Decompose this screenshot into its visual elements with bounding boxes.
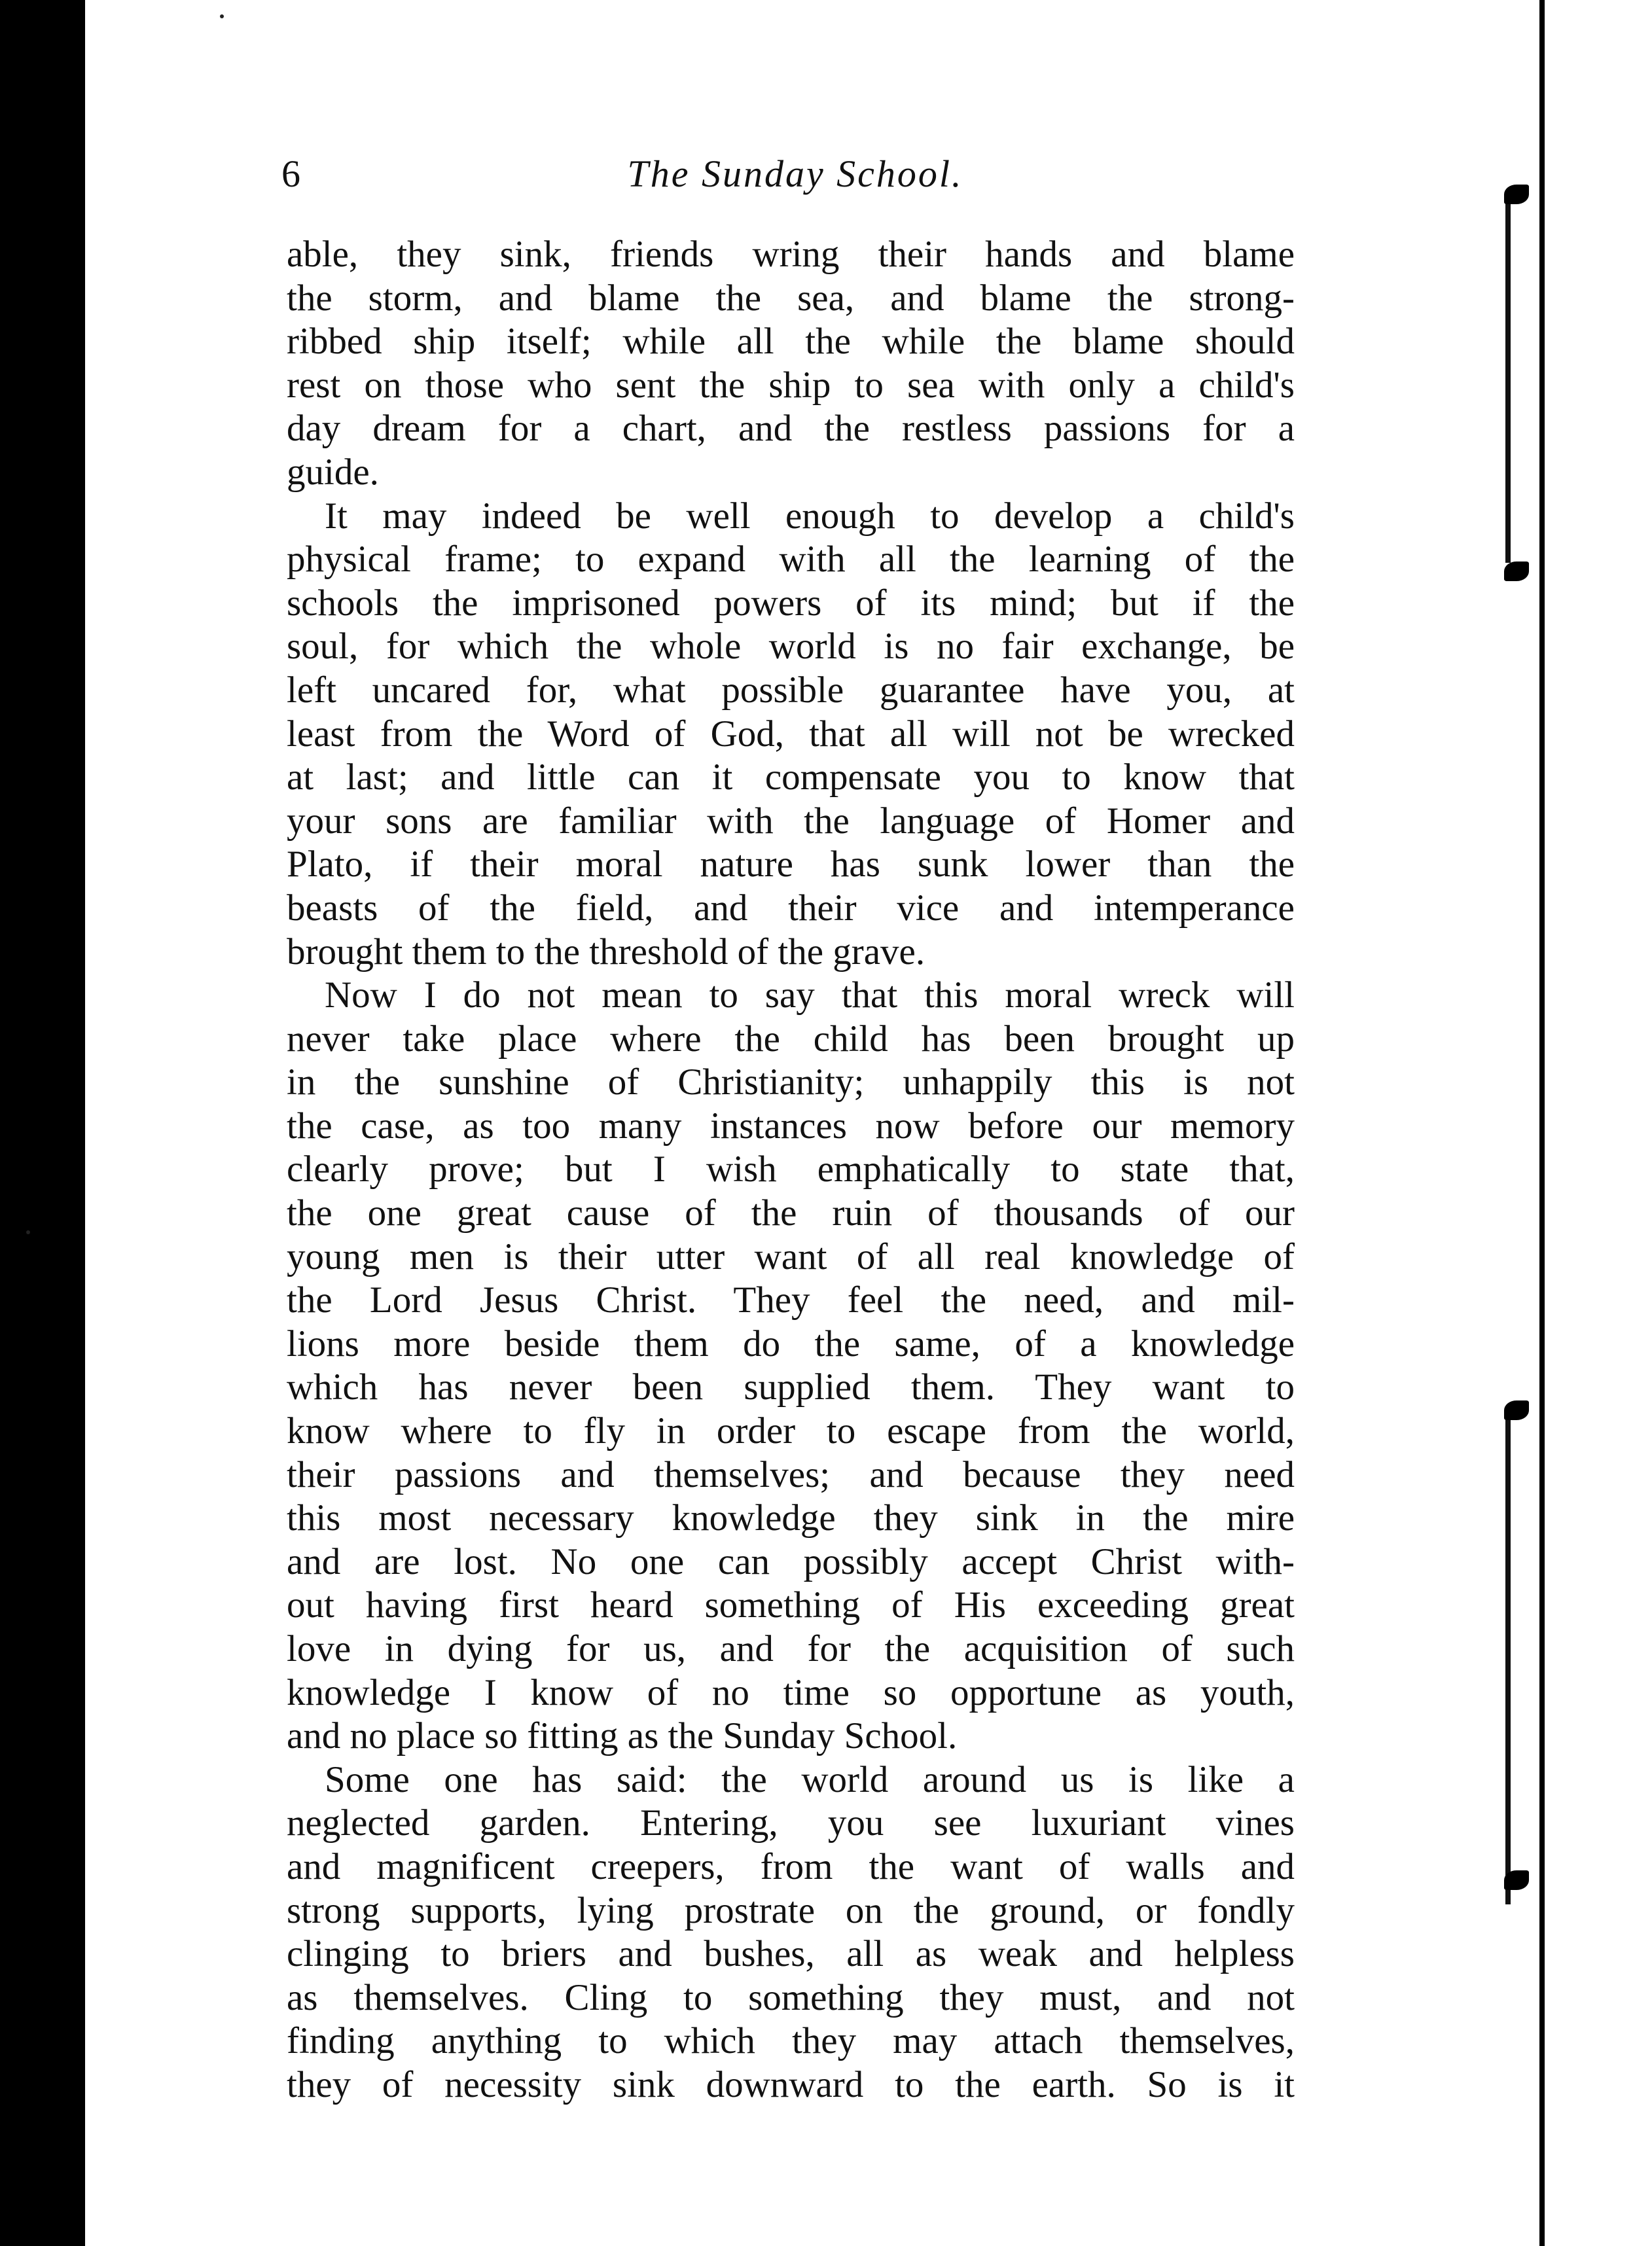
text-line: least from the Word of God, that all will not be wrecked [287,713,1295,755]
text-line: the Lord Jesus Christ. They feel the need, and mil- [287,1279,1295,1321]
text-line: clearly prove; but I wish emphatically to state that, [287,1149,1295,1190]
text-line: schools the imprisoned powers of its mind; but if the [287,582,1295,624]
text-line: out having first heard something of His exceeding great [287,1584,1295,1626]
text-line: know where to fly in order to escape from the world, [287,1410,1295,1452]
text-line: rest on those who sent the ship to sea with only a child's [287,364,1295,406]
text-line: neglected garden. Entering, you see luxuriant vines [287,1802,1295,1844]
text-line: It may indeed be well enough to develop a child's [325,495,1295,537]
text-line: which has never been supplied them. They want to [287,1366,1295,1408]
text-line: left uncared for, what possible guarantee have you, at [287,669,1295,711]
text-line: soul, for which the whole world is no fair exchange, be [287,626,1295,668]
page-number: 6 [281,152,300,195]
text-line: strong supports, lying prostrate on the ground, or fondly [287,1889,1295,1931]
text-line: young men is their utter want of all real knowledge of [287,1236,1295,1277]
body-text [287,233,1295,2107]
text-line: and no place so fitting as the Sunday School. [287,1715,958,1757]
text-line: and are lost. No one can possibly accept Christ with- [287,1541,1295,1582]
text-line: the one great cause of the ruin of thousands of our [287,1192,1295,1234]
text-line: love in dying for us, and for the acquisition of such [287,1628,1295,1669]
text-line: brought them to the threshold of the grave. [287,931,925,972]
text-line: as themselves. Cling to something they must, and not [287,1976,1295,2018]
scan-speck [26,1230,30,1234]
text-line: guide. [287,451,379,493]
text-line: in the sunshine of Christianity; unhappily this is not [287,1061,1295,1103]
text-line: ribbed ship itself; while all the while the blame should [287,321,1295,363]
text-line: the case, as too many instances now before our memory [287,1105,1295,1147]
binding-thread-upper [1505,196,1511,563]
binding-stitch-1 [1504,185,1529,204]
binding-stitch-4 [1504,1870,1529,1890]
text-line: clinging to briers and bushes, all as weak and helpless [287,1933,1295,1975]
page-gutter-edge [1539,0,1545,2246]
binding-thread-lower [1505,1407,1511,1904]
text-line: Some one has said: the world around us is like a [325,1758,1295,1800]
adjacent-page-edge [1539,0,1652,2246]
scan-speck [220,14,224,18]
text-line: Plato, if their moral nature has sunk lower than the [287,844,1295,885]
text-line: and magnificent creepers, from the want of walls and [287,1845,1295,1887]
text-line: day dream for a chart, and the restless passions for a [287,408,1295,450]
text-line: the storm, and blame the sea, and blame the strong- [287,277,1295,319]
text-line: finding anything to which they may attach themselves, [287,2020,1295,2062]
text-line: physical frame; to expand with all the learning of the [287,539,1295,580]
running-title: The Sunday School. [627,152,963,195]
binding-stitch-3 [1504,1400,1529,1420]
binding-stitch-2 [1504,562,1529,581]
text-line: at last; and little can it compensate you to know that [287,757,1295,798]
text-line: able, they sink, friends wring their hands and blame [287,234,1295,275]
page-header [281,152,1309,204]
text-line: their passions and themselves; and because they need [287,1453,1295,1495]
text-line: Now I do not mean to say that this moral wreck will [325,974,1295,1016]
text-line: your sons are familiar with the language of Homer and [287,800,1295,842]
text-line: lions more beside them do the same, of a knowledge [287,1323,1295,1364]
text-line: knowledge I know of no time so opportune as youth, [287,1671,1295,1713]
text-line: beasts of the field, and their vice and intemperance [287,887,1295,929]
text-line: they of necessity sink downward to the earth. So is it [287,2063,1295,2105]
text-line: this most necessary knowledge they sink in the mire [287,1497,1295,1539]
text-line: never take place where the child has been brought up [287,1018,1295,1060]
